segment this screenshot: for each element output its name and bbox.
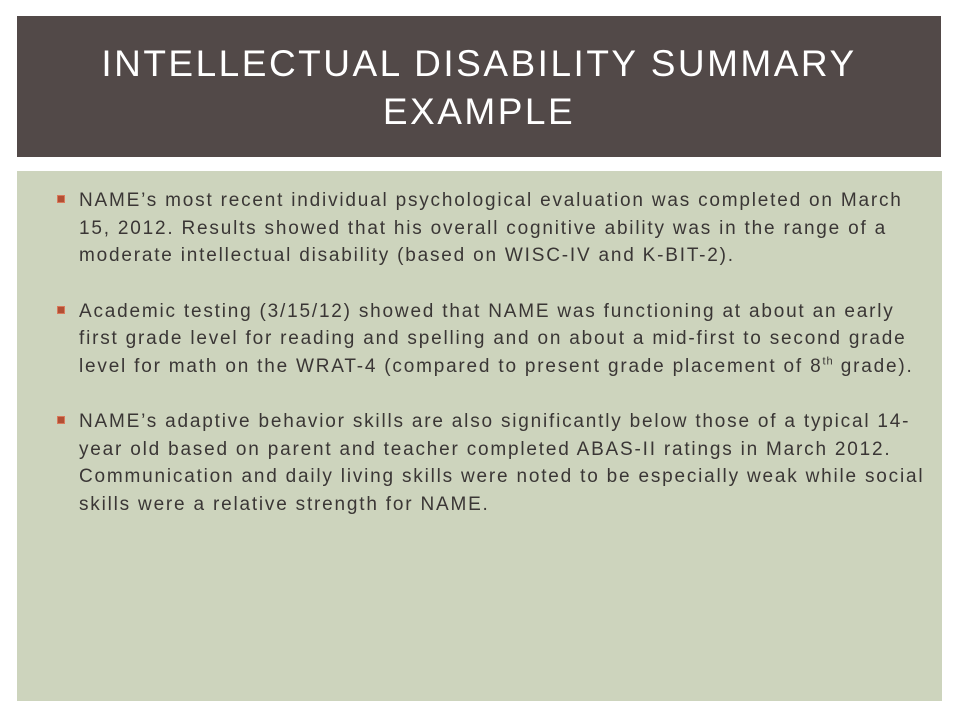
square-bullet-icon: [57, 195, 65, 203]
slide-title: INTELLECTUAL DISABILITY SUMMARY EXAMPLE: [101, 42, 857, 132]
bullet-item-adaptive-behavior: [57, 408, 925, 518]
bullet-text-adaptive-behavior: NAME’s adaptive behavior skills are also significantly below those of a typical 14-year old based on parent and teacher completed ABAS-II ratings in March 2012. Communication and daily living skills were noted to be especially weak while social skills were a relative strength for NAME.: [79, 411, 925, 515]
bullet-item-academic-testing: [57, 298, 925, 381]
title-bar: [17, 16, 941, 157]
bullet-item-evaluation: [57, 187, 925, 270]
square-bullet-icon: [57, 306, 65, 314]
academic-text-end: grade).: [833, 355, 914, 377]
bullet-text-academic-testing: [79, 298, 925, 381]
square-bullet-icon: [57, 416, 65, 424]
content-panel: [17, 171, 942, 701]
bullet-list: [57, 187, 925, 546]
bullet-text-evaluation: NAME’s most recent individual psychological evaluation was completed on March 15, 2012. Results showed that his overall cognitive ability was in the range of a moderate intellectual disability (based on WISC-IV and K-BIT-2).: [79, 190, 903, 266]
academic-text-main: Academic testing (3/15/12) showed that NAME was functioning at about an early first grade level for reading and spelling and on about a mid-first to second grade level for math on the WRAT-4 (compared to present grade placement of 8: [79, 300, 907, 377]
ordinal-superscript: th: [822, 355, 834, 368]
